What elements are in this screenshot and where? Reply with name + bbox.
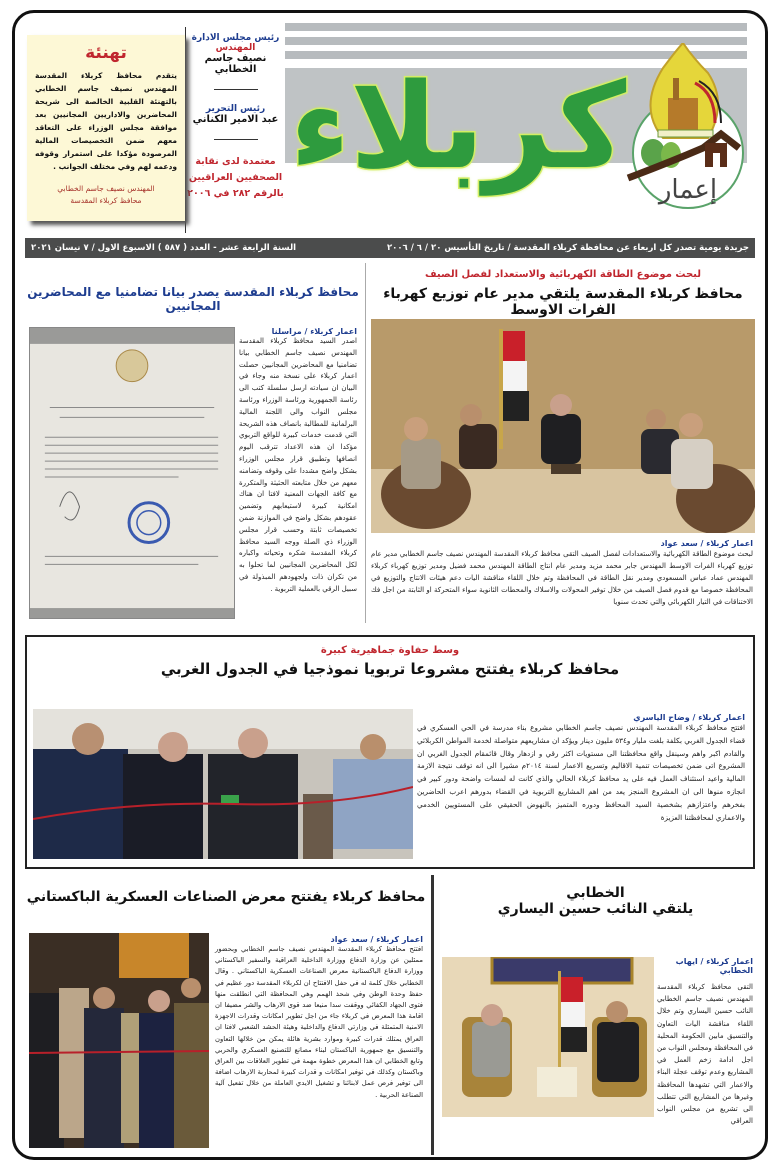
article-exhibition [25, 875, 427, 1155]
article-headline-line2[interactable]: يلتقي النائب حسين اليساري [497, 901, 694, 917]
article-lecturers [25, 263, 361, 628]
publication-info: جريدة يومية تصدر كل اربعاء عن محافظة كربلاء المقدسة / تاريخ التأسيس ٢٠ / ٦ / ٢٠٠٦ [386, 243, 749, 253]
article-headline-line1[interactable]: الخطابي [566, 885, 625, 901]
newspaper-page [12, 10, 768, 1160]
article-byline: اعمار كربلاء / مراسلنا [271, 327, 357, 336]
chair-name: نصيف جاسم الخطابي [204, 53, 267, 75]
meeting-photo [371, 319, 755, 533]
article-mp-meeting [431, 875, 757, 1155]
exhibition-opening-photo [29, 933, 209, 1148]
newspaper-title-text: كربلاء [289, 57, 627, 195]
chair-role: رئيس مجلس الادارة [191, 33, 280, 43]
divider [214, 139, 258, 140]
article-headline[interactable]: محافظ كربلاء المقدسة يلتقي مدير عام توزيع كهرباء الفرات الاوسط [383, 286, 743, 318]
congrats-text: يتقدم محافظ كربلاء المقدسة المهندس نصيف جاسم الخطابي بالتهنئة القلبية الخالصة الى شريحة المحاضرين والاداريين المجانيين بعد موافقة مجلس الوزراء على التعاقد معهم ضمن التخصيصات المالية المرصودة مؤكدا على استمرار وقوفه ودعمه لهم وفي مختلف الجوانب . [35, 71, 177, 171]
article-byline: اعمار كربلاء / وضاح الياسري [633, 713, 745, 722]
article-kicker: وسط حفاوة جماهيرية كبيرة [320, 645, 460, 656]
article-body: لبحث موضوع الطاقة الكهربائية والاستعدادات لفصل الصيف التقى محافظ كربلاء المقدسة المهندس نصيف جاسم الخطابي مدير عام توزيع كهرباء الفرات الاوسط المهندس جابر محمد مزيد ومدير عام انتاج الطاقة المهندس محمد فضيل ومدير توزيع كهرباء كربلاء المهندس عماد عباس المسعودي ومدير نقل الطاقة في المحافظة وتم خلال اللقاء مناقشة اليات دعم هيئات الانتاج والتوزيع في المحافظة خصوصا مع قدوم فصل الصيف من خلال توفير المحولات والاسلاك والمحطات الثانوية سواء المتحركة او الثابتة من اجل فك الاختناقات في التيار الكهربائي والتي تحدث سنويا [371, 550, 753, 606]
congrats-title: تهنئة [85, 43, 127, 63]
congrats-signature-name: المهندس نصيف جاسم الخطابي [57, 184, 155, 193]
column-divider [365, 263, 366, 623]
article-headline[interactable]: محافظ كربلاء يفتتح مشروعا تربويا نموذجيا في الجدول الغربي [160, 660, 620, 678]
accreditation-line: الصحفيين العراقيين [188, 172, 283, 183]
article-body: افتتح محافظ كربلاء المقدسة المهندس نصيف جاسم الخطابي مشروع بناء مدرسة في الحي العسكري في قضاء الجدول الغربي بكلفة بلغت مليار و٥٣٤ مليون دينار ويؤكد ان مشاريعهم متواصلة لخدمة المواطن الكربلائي والقادم اكبر واهم وسينقل واقع محافظتنا الى مستويات اكثر رقي و ازدهار وقال قائمقام الجدول الغربي ان المشروع اتى ضمن تخصيصات تنمية الاقاليم وتسريع الاعمار لسنة ٢٠١٤م مشيرا الى انه توقف نتيجة الازمة المالية واعيد استئناف العمل فيه على يد محافظ كربلاء الحالي والذي كانت له لمسات واضحة ودور كبير في انجازه منوها الى ان المشروع المنجز يعد من اهم المشاريع التربوية في القضاء بدورهم اعرب الحاضرين بفخرهم واعتزازهم بشخصية السيد المحافظ ودوره المتميز بالنهوض الحقيقي على المستويين الخدمي والاعماري لمحافظتنا العزيزة [417, 723, 746, 822]
article-body: اصدر السيد محافظ كربلاء المقدسة المهندس نصيف جاسم الخطابي بيانا تضامنيا مع المحاضرين المجانيين حصلت اعمار كربلاء على نسخة منه وجاء في البيان ان سيادته ارسل سلسلة كتب الى رئاسة الجمهورية ورئاسة الوزراء ورئاسة مجلس النواب والى اللجنة المالية البرلمانية للمطالبة بانصاف هذه الشريحة التي قدمت خدمات كبيرة للواقع التربوي مؤكدا ان هذه الاعداد تترقب اليوم انصافها وتطبيق قرار مجلس الوزراء بشكل واضح مشددا على وقوفه وتضامنه معهم من خلال متابعته الحثيثة والمتكررة مع كافة الجهات المعنية لافتا ان هناك امكانية كبيرة لاستيعابهم وتضمين عقودهم بشكل واضح في الموازنة ضمن تخصيصات ثابتة وحسب قرار مجلس الوزراء ذي الصلة ووجه السيد محافظ كربلاء المقدسة شكره وتحياته واكباره لكل المحاضرين المجانيين لما تحلوا به من نكران ذات ولجهودهم المبذولة في سبيل الرقي بالعملية التربوية . [239, 337, 357, 593]
congrats-signature-title: محافظ كربلاء المقدسة [70, 196, 142, 205]
editor-role: رئيس التحرير [205, 104, 266, 114]
congratulations-box [27, 35, 185, 221]
ribbon-cutting-photo [33, 709, 413, 859]
editor-name: عبد الامير الكناني [192, 114, 279, 125]
accreditation-line: معتمدة لدى نقابة [195, 156, 276, 167]
divider [214, 89, 258, 90]
article-headline[interactable]: محافظ كربلاء يفتتح معرض الصناعات العسكرية الباكستاني [26, 889, 426, 905]
chair-title: المهندس [215, 43, 256, 53]
issue-number-date: السنة الرابعة عشر - العدد ( ٥٨٧ ) الاسبوع الاول / ٧ نيسان ٢٠٢١ [31, 243, 297, 253]
article-byline: اعمار كربلاء / ايهاب الخطابي [675, 957, 753, 975]
article-headline[interactable]: محافظ كربلاء المقدسة يصدر بيانا تضامنيا مع المحاضرين المجانيين [27, 285, 359, 313]
mp-meeting-photo [442, 957, 654, 1117]
article-electricity [367, 263, 759, 628]
emblem-logo [613, 43, 748, 213]
article-kicker: لبحث موضوع الطاقة الكهربائية والاستعداد لفصل الصيف [424, 269, 701, 280]
accreditation-line: بالرقم ٢٨٢ في ٢٠٠٦ [187, 188, 284, 199]
article-school [25, 635, 755, 869]
article-byline: اعمار كربلاء / سعد عواد [660, 539, 753, 548]
official-letter-image [29, 327, 235, 619]
article-body: التقى محافظ كربلاء المقدسة المهندس نصيف جاسم الخطابي النائب حسين اليساري وتم خلال اللقاء مناقشة اليات التعاون والتنسيق مابين الحكومة المحلية في المحافظة ومجلس النواب من اجل ادامة زخم العمل في المشاريع وعدم توقف عجلة البناء والاعمار التي تشهدها المحافظة وغيرها من المشاريع التي تتطلب الى تشريع من مجلس النواب العراقي [656, 983, 753, 1126]
editorial-board [185, 27, 285, 233]
masthead [15, 13, 765, 235]
issue-info-bar [25, 238, 755, 258]
emblem-text: إعمار [658, 175, 718, 205]
newspaper-title-logo [289, 21, 627, 231]
article-body: افتتح محافظ كربلاء المقدسة المهندس نصيف جاسم الخطابي وبحضور ممثلين عن وزارة الدفاع ووزارة الداخلية العراقية والسفير الباكستاني ووزارة الدفاع الباكستانية معرض الصناعات العسكرية الباكستاني . وقال الخطابي خلال كلمة له في حفل الافتتاح ان لكربلاء المقدسة دور عظيم في حفظ وحدة الوطن وفي شحذ الهمم وهي المحافظة التي انطلقت منها فتوى الجهاد الكفائي ووقفت سدا منيعا ضد قوى الارهاب والشر مضيفا ان اقامة هذا المعرض في كربلاء جاء من اجل تطوير امكانات وقدرات الاجهزة الامنية المتمثلة في وزارتي الدفاع والداخلية وهيئة الحشد الشعبي لافتا ان العراق يمتلك قدرات كبيرة وموارد بشرية هائلة يمكن من خلالها التعاون والتنسيق مع جمهورية الباكستان لبناء مصانع للتصنيع العسكري والحربي وتابع الخطابي ان هذا المعرض خطوة مهمة في تطوير العلاقات بين العراق وباكستان وكذلك في توفير امكانات و قدرات كبيرة لمحاربة الارهاب اضافة الى توفير فرص عمل لابنائنا و تشغيل الايدي العاملة من خلال تفعيل آلية الصناعة الحربية . [215, 945, 423, 1099]
article-byline: اعمار كربلاء / سعد عواد [330, 935, 423, 944]
